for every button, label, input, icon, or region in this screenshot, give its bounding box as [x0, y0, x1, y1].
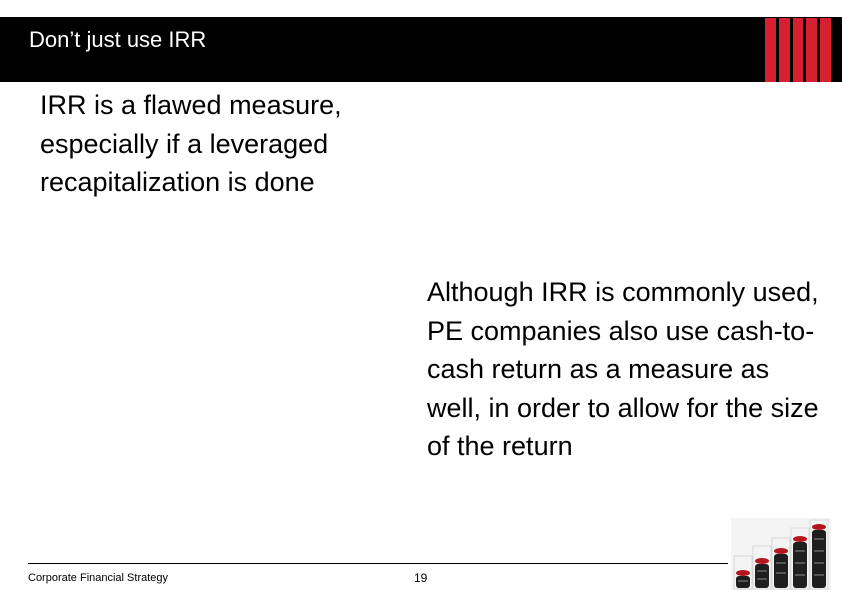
page-number: 19 [414, 571, 428, 585]
left-text-block: IRR is a flawed measure, especially if a leveraged recapitalization is done [40, 90, 342, 197]
slide-title: Don’t just use IRR [29, 27, 207, 52]
footer-course-title: Corporate Financial Strategy [28, 572, 169, 584]
logo-stripe [820, 18, 831, 82]
logo-stripe [765, 18, 776, 82]
footer-divider [28, 563, 728, 564]
right-text-block: Although IRR is commonly used, PE companies also use cash-to-cash return as a measure as well, in order to allow for the size of the return [427, 277, 819, 461]
slide-header-bar [0, 17, 842, 82]
logo-stripe [793, 18, 804, 82]
stacked-coins-image [731, 518, 831, 590]
logo-stripe [779, 18, 790, 82]
brand-logo [765, 18, 831, 82]
logo-stripe [806, 18, 817, 82]
